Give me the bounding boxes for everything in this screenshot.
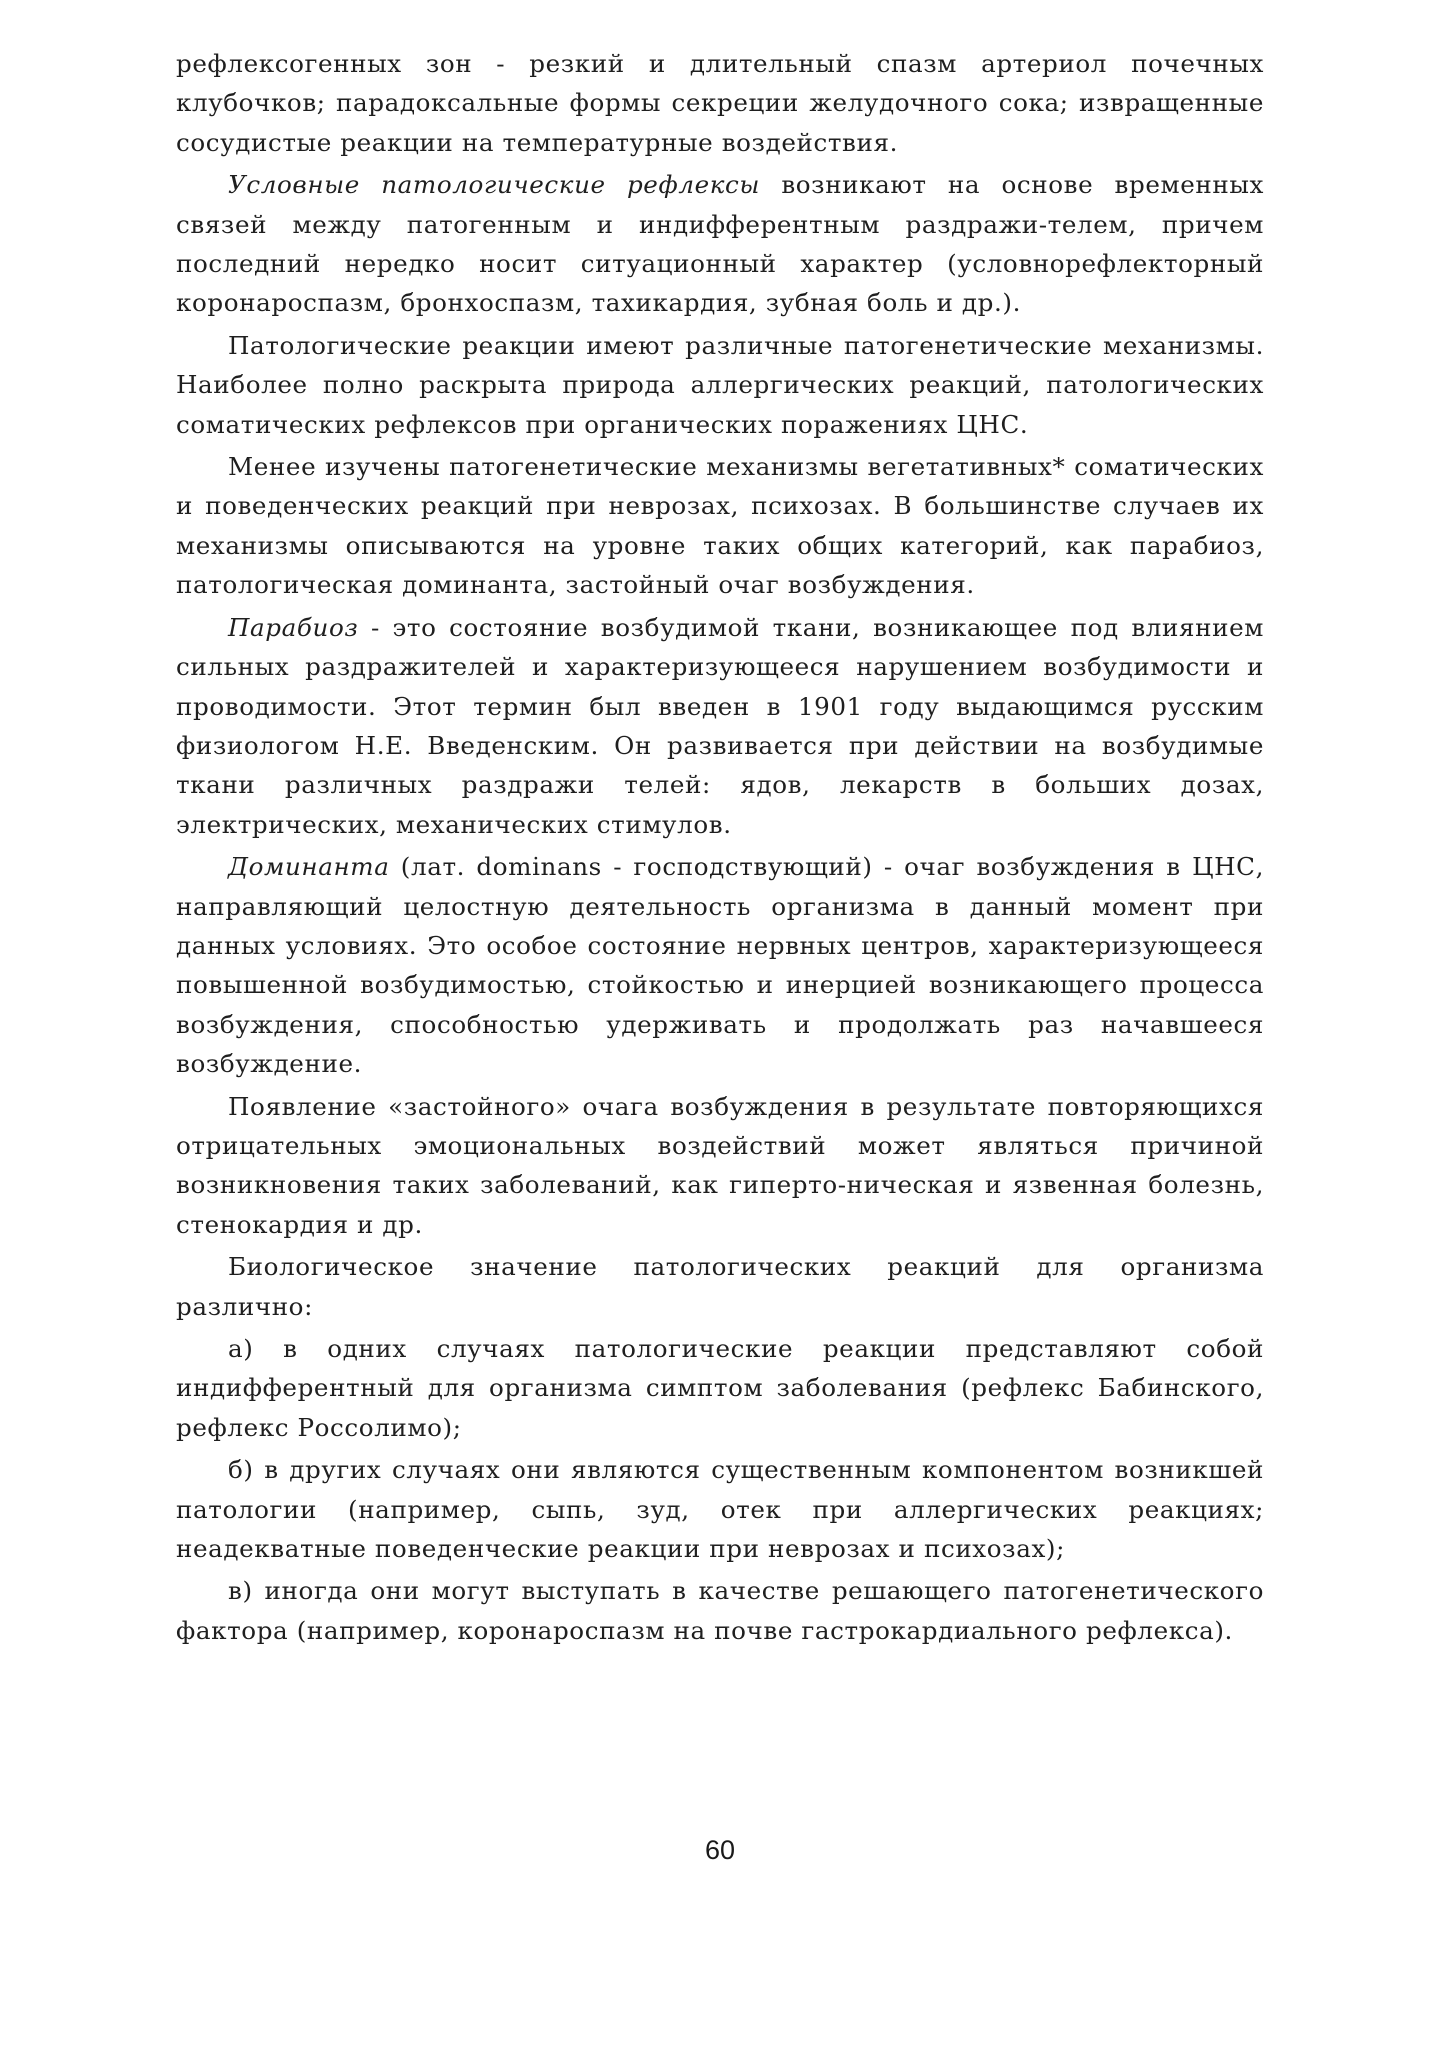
list-item-c: в) иногда они могут выступать в качестве решающего патогенетического фактора (например, коронароспазм на почве гастрокардиального рефлекса).	[176, 1576, 1264, 1645]
paragraph-4: Менее изучены патогенетические механизмы вегетативных* соматических и поведенческих реакций при неврозах, психозах. В большинстве случаев их механизмы описываются на уровне таких общих категорий, как парабиоз, патологическая доминанта, застойный очаг возбуждения.	[176, 452, 1264, 600]
term-parabiosis: Парабиоз	[228, 612, 359, 642]
page-number: 60	[704, 1835, 736, 1865]
paragraph-8: Биологическое значение патологических реакций для организма различно:	[176, 1252, 1264, 1321]
paragraph-6	[176, 847, 1264, 1083]
paragraph-5-text: - это состояние возбудимой ткани, возникающее под влиянием сильных раздражителей и характеризующееся нарушением возбудимости и проводимости. Этот термин был введен в 1901 году выдающимся русским физиологом Н.Е. Введенским. Он развивается при действии на возбудимые ткани различных раздражи телей: ядов, лекарств в больших дозах, электрических, механических стимулов.	[176, 612, 1264, 839]
page-body	[176, 44, 1264, 1653]
paragraph-7: Появление «застойного» очага возбуждения в результате повторяющихся отрицательных эмоциональных воздействий может являться причиной возникновения таких заболеваний, как гиперто-ническая и язвенная болезнь, стенокардия и др.	[176, 1091, 1264, 1239]
paragraph-1: рефлексогенных зон - резкий и длительный спазм артериол почечных клубочков; парадоксальные формы секреции желудочного сока; извращенные сосудистые реакции на температурные воздействия.	[176, 49, 1264, 157]
paragraph-6-text: (лат. dominans - господствующий) - очаг возбуждения в ЦНС, направляющий целостную деятельность организма в данный момент при данных условиях. Это особое состояние нервных центров, характеризующееся повышенной возбудимостью, стойкостью и инерцией возникающего процесса возбуждения, способностью удерживать и продолжать раз начавшееся возбуждение.	[176, 852, 1264, 1079]
list-item-a: а) в одних случаях патологические реакции представляют собой индифферентный для организма симптом заболевания (рефлекс Бабинского, рефлекс Россолимо);	[176, 1334, 1264, 1442]
paragraph-2	[176, 165, 1264, 323]
term-dominant: Доминанта	[228, 852, 390, 882]
paragraph-5	[176, 608, 1264, 844]
term-conditioned-reflexes: Условные патологические рефлексы	[228, 170, 761, 200]
list-item-b: б) в других случаях они являются существенным компонентом возникшей патологии (например, сыпь, зуд, отек при аллергических реакциях; неадекватные поведенческие реакции при неврозах и психозах);	[176, 1455, 1264, 1564]
paragraph-3: Патологические реакции имеют различные патогенетические механизмы. Наиболее полно раскрыта природа аллергических реакций, патологических соматических рефлексов при органических поражениях ЦНС.	[176, 330, 1264, 439]
paragraph-2-text: возникают на основе временных связей между патогенным и индифферентным раздражи-телем, причем последний нередко носит ситуационный характер (условнорефлекторный коронароспазм, бронхоспазм, тахикардия, зубная боль и др.).	[176, 170, 1264, 318]
